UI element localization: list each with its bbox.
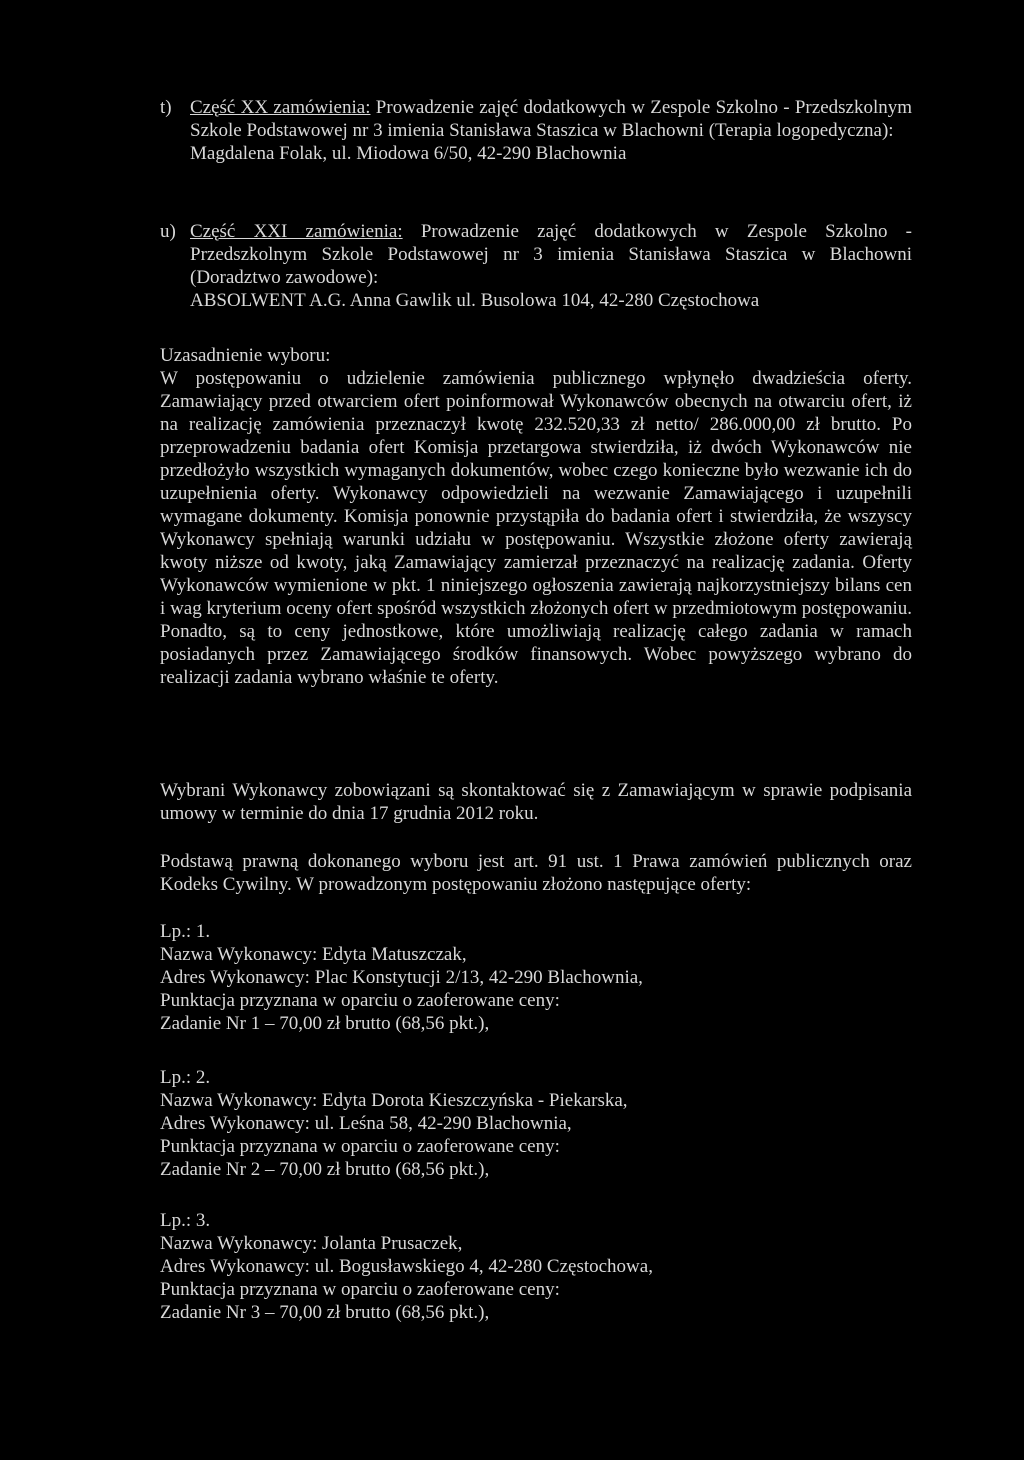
offer-points-label: Punktacja przyznana w oparciu o zaoferowane ceny: xyxy=(160,1279,560,1300)
offer-contractor-address: Adres Wykonawcy: ul. Leśna 58, 42-290 Blachownia, xyxy=(160,1113,572,1134)
item-body xyxy=(190,96,912,165)
legal-basis: Podstawą prawną dokonanego wyboru jest art. 91 ust. 1 Prawa zamówień publicznych oraz Kodeks Cywilny. W prowadzonym postępowaniu złożono następujące oferty: xyxy=(160,851,912,895)
offer-task: Zadanie Nr 2 – 70,00 zł brutto (68,56 pkt.), xyxy=(160,1159,490,1180)
offer-entry-2 xyxy=(160,1066,912,1181)
item-title: Część XXI zamówienia: xyxy=(190,221,403,242)
offer-lp: Lp.: 3. xyxy=(160,1210,211,1231)
offer-contractor-name: Nazwa Wykonawcy: Edyta Matuszczak, xyxy=(160,944,467,965)
offer-lp: Lp.: 1. xyxy=(160,921,211,942)
offer-contractor-name: Nazwa Wykonawcy: Edyta Dorota Kieszczyńska - Piekarska, xyxy=(160,1090,628,1111)
item-marker: t) xyxy=(160,97,172,118)
offer-contractor-address: Adres Wykonawcy: Plac Konstytucji 2/13, 42-290 Blachownia, xyxy=(160,967,643,988)
offer-entry-3 xyxy=(160,1209,912,1324)
order-part-xxi xyxy=(160,220,912,312)
item-title: Część XX zamówienia: xyxy=(190,97,371,118)
order-part-xx xyxy=(160,96,912,165)
item-marker: u) xyxy=(160,221,176,242)
justification-heading: Uzasadnienie wyboru: xyxy=(160,345,331,366)
justification-section xyxy=(160,344,912,689)
item-description: Prowadzenie zajęć dodatkowych w Zespole Szkolno - Przedszkolnym Szkole Podstawowej nr 3 imienia Stanisława Staszica w Blachowni (Terapia logopedyczna): xyxy=(190,97,913,141)
offer-task: Zadanie Nr 1 – 70,00 zł brutto (68,56 pkt.), xyxy=(160,1013,490,1034)
offer-entry-1 xyxy=(160,920,912,1035)
contact-note: Wybrani Wykonawcy zobowiązani są skontaktować się z Zamawiającym w sprawie podpisania umowy w terminie do dnia 17 grudnia 2012 roku. xyxy=(160,780,912,824)
offer-points-label: Punktacja przyznana w oparciu o zaoferowane ceny: xyxy=(160,1136,560,1157)
item-description: Prowadzenie zajęć dodatkowych w Zespole Szkolno - Przedszkolnym Szkole Podstawowej nr 3 imienia Stanisława Staszica w Blachowni (Doradztwo zawodowe): xyxy=(190,221,912,288)
justification-text: W postępowaniu o udzielenie zamówienia publicznego wpłynęło dwadzieścia oferty. Zamawiający przed otwarciem ofert poinformował Wykonawców obecnych na otwarciu ofert, iż na realizację zamówienia przeznaczył kwotę 232.520,33 zł netto/ 286.000,00 zł brutto. Po przeprowadzeniu badania ofert Komisja przetargowa stwierdziła, iż dwóch Wykonawców nie przedłożyło wszystkich wymaganych dokumentów, wobec czego konieczne było wezwanie ich do uzupełnienia oferty. Wykonawcy odpowiedzieli na wezwanie Zamawiającego i uzupełnili wymagane dokumenty. Komisja ponownie przystąpiła do badania ofert i stwierdziła, że wszyscy Wykonawcy spełniają warunki udziału w postępowaniu. Wszystkie złożone oferty zawierają kwoty niższe od kwoty, jaką Zamawiający zamierzał przeznaczyć na realizację zadania. Oferty Wykonawców wymienione w pkt. 1 niniejszego ogłoszenia zawierają najkorzystniejszy bilans cen i wag kryterium oceny ofert spośród wszystkich złożonych ofert w przedmiotowym postępowaniu. Ponadto, są to ceny jednostkowe, które umożliwiają realizację całego zadania w ramach posiadanych przez Zamawiającego środków finansowych. Wobec powyższego wybrano do realizacji zadania wybrano właśnie te oferty. xyxy=(160,368,912,688)
offer-points-label: Punktacja przyznana w oparciu o zaoferowane ceny: xyxy=(160,990,560,1011)
item-body xyxy=(190,220,912,312)
offer-contractor-name: Nazwa Wykonawcy: Jolanta Prusaczek, xyxy=(160,1233,463,1254)
item-contractor: ABSOLWENT A.G. Anna Gawlik ul. Busolowa 104, 42-280 Częstochowa xyxy=(190,290,760,311)
offer-contractor-address: Adres Wykonawcy: ul. Bogusławskiego 4, 42-280 Częstochowa, xyxy=(160,1256,653,1277)
item-contractor: Magdalena Folak, ul. Miodowa 6/50, 42-290 Blachownia xyxy=(190,143,627,164)
offer-task: Zadanie Nr 3 – 70,00 zł brutto (68,56 pkt.), xyxy=(160,1302,490,1323)
offer-lp: Lp.: 2. xyxy=(160,1067,211,1088)
